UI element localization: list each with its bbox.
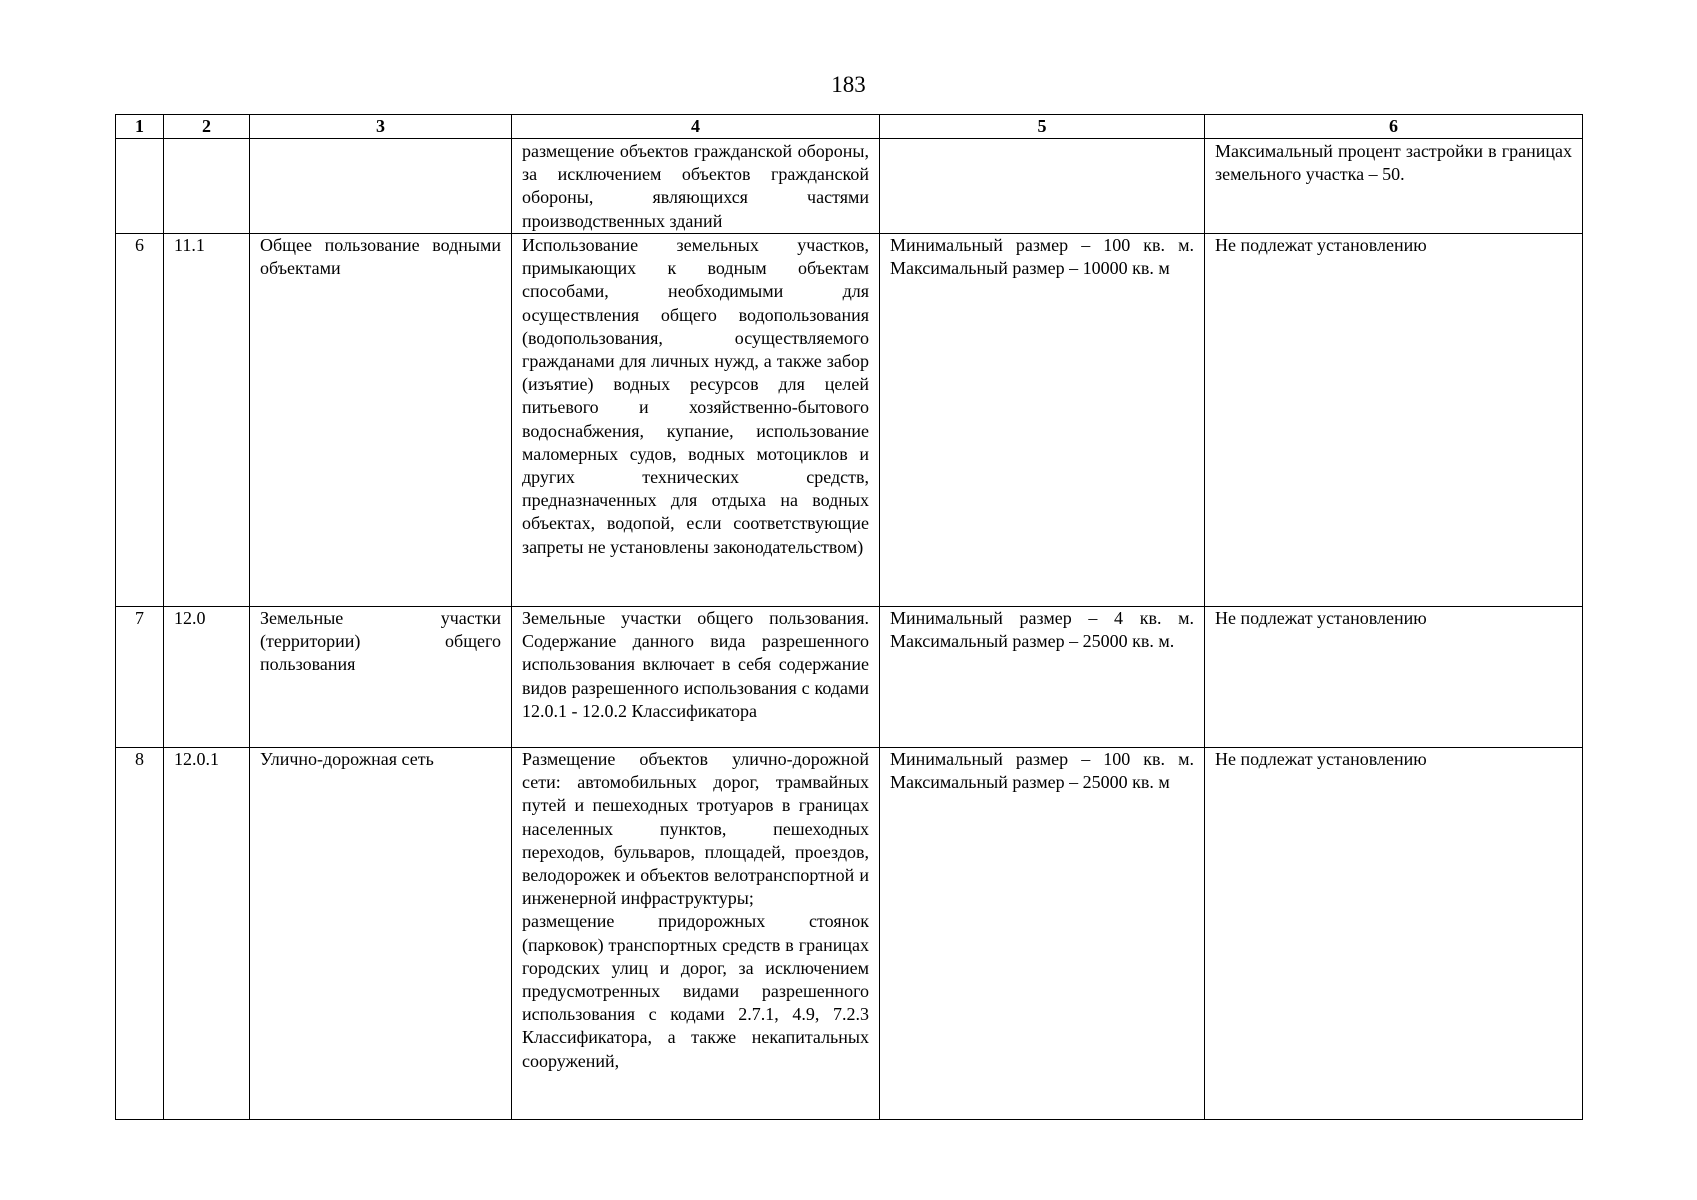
- cell-plot-size: Минимальный размер – 4 кв. м. Максимальный размер – 25000 кв. м.: [880, 607, 1205, 748]
- table-row: [116, 607, 1583, 748]
- cell-number: 6: [116, 234, 164, 607]
- column-header-3: 3: [250, 115, 512, 139]
- cell-use-name: Земельные участки (территории) общего пользования: [250, 607, 512, 748]
- cell-use-name: Улично-дорожная сеть: [250, 748, 512, 1120]
- cell-code: [164, 139, 250, 234]
- column-header-6: 6: [1205, 115, 1583, 139]
- cell-use-name: [250, 139, 512, 234]
- cell-number: 7: [116, 607, 164, 748]
- cell-use-description: Использование земельных участков, примыкающих к водным объектам способами, необходимыми для осуществления общего водопользования (водопользования, осуществляемого гражданами для личных нужд, а также забор (изъятие) водных ресурсов для целей питьевого и хозяйственно-бытового водоснабжения, купание, использование маломерных судов, водных мотоциклов и других технических средств, предназначенных для отдыха на водных объектах, водопой, если соответствующие запреты не установлены законодательством): [512, 234, 880, 607]
- cell-parameters: Не подлежат установлению: [1205, 607, 1583, 748]
- cell-use-description: Земельные участки общего пользования. Содержание данного вида разрешенного использования включает в себя содержание видов разрешенного использования с кодами 12.0.1 - 12.0.2 Классификатора: [512, 607, 880, 748]
- cell-code: 11.1: [164, 234, 250, 607]
- cell-code: 12.0.1: [164, 748, 250, 1120]
- cell-parameters: Не подлежат установлению: [1205, 234, 1583, 607]
- page-number: 183: [831, 72, 866, 97]
- header-row: [116, 115, 1583, 139]
- cell-parameters: Максимальный процент застройки в границах земельного участка – 50.: [1205, 139, 1583, 234]
- cell-plot-size: [880, 139, 1205, 234]
- use-description-paragraph: размещение придорожных стоянок (парковок) транспортных средств в границах городских улиц и дорог, за исключением предусмотренных видами разрешенного использования с кодами 2.7.1, 4.9, 7.2.3 Классификатора, а также некапитальных сооружений,: [522, 911, 869, 1071]
- column-header-4: 4: [512, 115, 880, 139]
- cell-plot-size: Минимальный размер – 100 кв. м. Максимальный размер – 25000 кв. м: [880, 748, 1205, 1120]
- table-row: [116, 234, 1583, 607]
- use-description-paragraph: Размещение объектов улично-дорожной сети: автомобильных дорог, трамвайных путей и пешеходных тротуаров в границах населенных пунктов, пешеходных переходов, бульваров, площадей, проездов, велодорожек и объектов велотранспортной и инженерной инфраструктуры;: [522, 749, 869, 909]
- cell-plot-size: Минимальный размер – 100 кв. м. Максимальный размер – 10000 кв. м: [880, 234, 1205, 607]
- cell-use-name: Общее пользование водными объектами: [250, 234, 512, 607]
- table-row: [116, 139, 1583, 234]
- cell-code: 12.0: [164, 607, 250, 748]
- column-header-2: 2: [164, 115, 250, 139]
- cell-use-description: [512, 748, 880, 1120]
- table-row: [116, 748, 1583, 1120]
- cell-parameters: Не подлежат установлению: [1205, 748, 1583, 1120]
- column-header-1: 1: [116, 115, 164, 139]
- cell-use-description: размещение объектов гражданской обороны, за исключением объектов гражданской обороны, являющихся частями производственных зданий: [512, 139, 880, 234]
- cell-number: [116, 139, 164, 234]
- regulations-table: [115, 114, 1583, 1120]
- column-header-5: 5: [880, 115, 1205, 139]
- cell-number: 8: [116, 748, 164, 1120]
